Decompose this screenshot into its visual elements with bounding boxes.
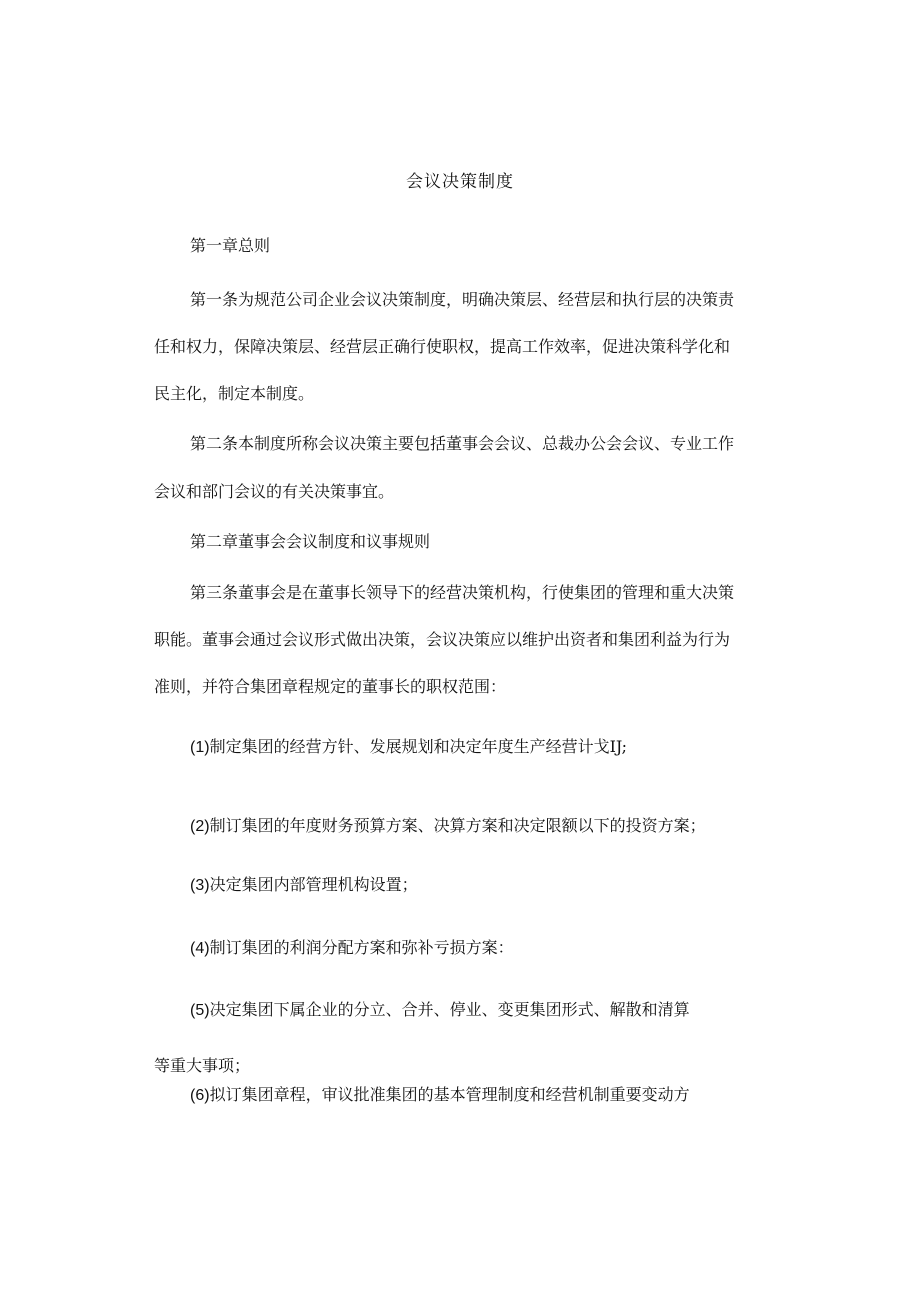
list-item-6 <box>190 1083 690 1108</box>
article-1-line-3: 民主化，制定本制度。 <box>154 384 315 403</box>
article-3-line-2: 职能。董事会通过会议形式做出决策，会议决策应以维护出资者和集团利益为行为 <box>154 630 731 649</box>
list-item-text: 制定集团的经营方针、发展规划和决定年度生产经营计戈IJ; <box>209 737 628 756</box>
document-title: 会议决策制度 <box>406 172 514 192</box>
article-2-line-2: 会议和部门会议的有关决策事宜。 <box>154 482 395 501</box>
list-item-number: (1) <box>190 739 210 756</box>
list-item-number: (6) <box>190 1087 210 1104</box>
article-2-line-1: 第二条本制度所称会议决策主要包括董事会会议、总裁办公会会议、专业工作 <box>190 434 735 453</box>
article-3-line-1: 第三条董事会是在董事长领导下的经营决策机构，行使集团的管理和重大决策 <box>190 583 735 602</box>
list-item-4 <box>190 936 514 961</box>
list-item-1 <box>190 735 627 760</box>
list-item-number: (5) <box>190 1002 210 1019</box>
list-item-5 <box>190 998 690 1023</box>
article-1-line-2: 任和权力，保障决策层、经营层正确行使职权，提高工作效率，促进决策科学化和 <box>154 337 731 356</box>
list-item-3 <box>190 873 418 898</box>
article-3-line-3: 准则，并符合集团章程规定的董事长的职权范围： <box>154 677 507 696</box>
article-1-line-1: 第一条为规范公司企业会议决策制度，明确决策层、经营层和执行层的决策责 <box>190 290 735 309</box>
list-item-5-continuation: 等重大事项； <box>154 1056 251 1075</box>
list-item-text: 决定集团内部管理机构设置； <box>209 875 418 894</box>
chapter-1-heading: 第一章总则 <box>190 236 271 255</box>
list-item-2 <box>190 814 706 839</box>
list-item-text: 制订集团的年度财务预算方案、决算方案和决定限额以下的投资方案； <box>209 816 706 835</box>
list-item-text: 制订集团的利润分配方案和弥补亏损方案： <box>209 938 514 957</box>
list-item-text: 决定集团下属企业的分立、合并、停业、变更集团形式、解散和清算 <box>209 1000 690 1019</box>
list-item-number: (4) <box>190 940 210 957</box>
chapter-2-heading: 第二章董事会会议制度和议事规则 <box>190 532 431 551</box>
list-item-number: (2) <box>190 818 210 835</box>
list-item-number: (3) <box>190 877 210 894</box>
list-item-text: 拟订集团章程，审议批准集团的基本管理制度和经营机制重要变动方 <box>209 1085 690 1104</box>
